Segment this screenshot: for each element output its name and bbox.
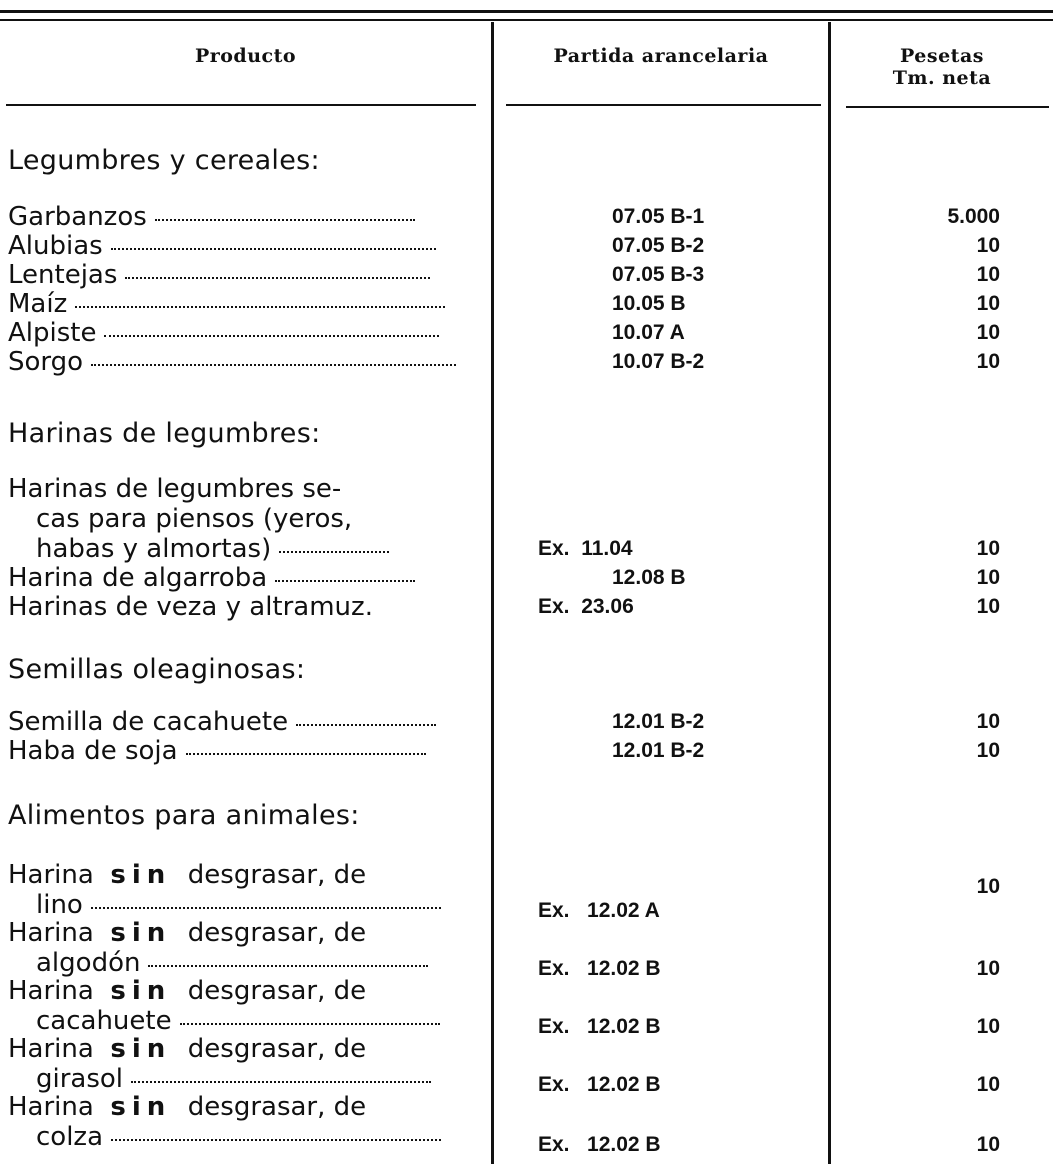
table-row-semilla-cacahuete (0, 707, 1053, 737)
product-name-line2: lino (36, 890, 83, 920)
tariff-code: 11.04 (581, 537, 633, 560)
table-row-harinas-secas-line1 (0, 474, 1053, 504)
price-value: 10 (976, 566, 1000, 589)
header-rule-pesetas (846, 106, 1049, 108)
tariff-code: 07.05 B-1 (612, 205, 705, 228)
product-name-line3: habas y almortas) (36, 534, 272, 564)
price-value: 10 (976, 292, 1000, 315)
product-word: Harina (8, 860, 94, 890)
tariff-code: 23.06 (581, 595, 634, 618)
price-value: 10 (976, 710, 1000, 733)
header-producto: Producto (194, 45, 297, 67)
header-rule-partida (506, 104, 821, 106)
table-row-alubias (0, 231, 1053, 261)
tariff-ex: Ex. (538, 537, 570, 560)
product-name: Semilla de cacahuete (8, 707, 289, 737)
price-value: 10 (976, 321, 1000, 344)
tariff-code: 12.02 A (587, 899, 660, 922)
product-name: Maíz (8, 289, 68, 319)
product-word: Harina (8, 976, 94, 1006)
price-value: 10 (976, 957, 1000, 980)
tariff-code: 12.02 B (587, 1073, 661, 1096)
dot-leader (279, 551, 389, 553)
product-name-line1: Harinas de legumbres se- (8, 474, 342, 504)
header-pesetas-line1: Pesetas (900, 45, 984, 67)
price-value: 10 (976, 595, 1000, 618)
tariff-code: 12.01 B-2 (612, 739, 705, 762)
dot-leader (275, 580, 415, 582)
dot-leader (296, 724, 436, 726)
dot-leader (131, 1081, 431, 1083)
tariff-code: 12.02 B (587, 1015, 661, 1038)
price-value: 10 (976, 263, 1000, 286)
product-word: desgrasar, de (187, 918, 367, 948)
section-legumbres: Legumbres y cereales: (8, 145, 320, 176)
product-name: Alpiste (8, 318, 97, 348)
product-word-emphasis: sin (110, 918, 172, 948)
product-word: desgrasar, de (187, 1034, 367, 1064)
table-row-lentejas (0, 260, 1053, 290)
table-row-sorgo (0, 347, 1053, 377)
product-name-line2: girasol (36, 1064, 124, 1094)
header-partida: Partida arancelaria (553, 45, 769, 67)
product-name: Harinas de veza y altramuz. (8, 592, 373, 622)
dot-leader (75, 306, 445, 308)
section-semillas: Semillas oleaginosas: (8, 654, 306, 685)
price-value: 10 (976, 537, 1000, 560)
dot-leader (91, 907, 441, 909)
product-word-emphasis: sin (110, 860, 172, 890)
dot-leader (180, 1023, 440, 1025)
tariff-code: 12.02 B (587, 957, 661, 980)
header-rule-producto (6, 104, 476, 106)
price-value: 10 (976, 1073, 1000, 1096)
tariff-ex: Ex. (538, 1133, 570, 1156)
tariff-code: 10.07 A (612, 321, 685, 344)
header-pesetas-line2: Tm. neta (892, 67, 992, 89)
tariff-ex: Ex. (538, 1073, 570, 1096)
tariff-ex: Ex. (538, 595, 570, 618)
product-name: Alubias (8, 231, 103, 261)
product-name-line2: algodón (36, 948, 141, 978)
dot-leader (155, 219, 415, 221)
tariff-code: 07.05 B-3 (612, 263, 705, 286)
product-word: Harina (8, 1092, 94, 1122)
table-row-maiz (0, 289, 1053, 319)
product-name: Sorgo (8, 347, 84, 377)
table-row-cacahuete-harina (0, 1006, 1053, 1036)
top-rule-secondary (0, 19, 1053, 21)
top-rule (0, 10, 1053, 13)
tariff-code: 10.05 B (612, 292, 686, 315)
price-value: 10 (976, 350, 1000, 373)
product-name-line2: colza (36, 1122, 104, 1152)
dot-leader (111, 1139, 441, 1141)
price-value: 10 (976, 1015, 1000, 1038)
tariff-ex: Ex. (538, 957, 570, 980)
product-word-emphasis: sin (110, 1092, 172, 1122)
product-word-emphasis: sin (110, 976, 172, 1006)
table-row-lino-line1 (0, 860, 1053, 898)
section-harinas: Harinas de legumbres: (8, 418, 321, 449)
dot-leader (186, 753, 426, 755)
table-row-lino (0, 890, 1053, 920)
table-row-harinas-secas (0, 534, 1053, 564)
table-row-algarroba (0, 563, 1053, 593)
dot-leader (125, 277, 430, 279)
table-row-alpiste (0, 318, 1053, 348)
table-row-veza (0, 592, 1053, 622)
product-word: desgrasar, de (187, 860, 367, 890)
tariff-code: 12.08 B (612, 566, 686, 589)
table-row-soja (0, 736, 1053, 766)
header-pesetas (831, 45, 1053, 89)
product-word-emphasis: sin (110, 1034, 172, 1064)
product-word: Harina (8, 1034, 94, 1064)
table-row-girasol-line1 (0, 1034, 1053, 1064)
price-value: 5.000 (947, 205, 1000, 228)
price-value: 10 (976, 1133, 1000, 1156)
product-name: Garbanzos (8, 202, 147, 232)
section-alimentos: Alimentos para animales: (8, 800, 360, 831)
price-value: 10 (976, 739, 1000, 762)
table-row-garbanzos (0, 202, 1053, 232)
product-name-line2: cacahuete (36, 1006, 172, 1036)
table-row-colza (0, 1122, 1053, 1156)
tariff-code: 12.02 B (587, 1133, 661, 1156)
table-row-algodon-line1 (0, 918, 1053, 948)
dot-leader (104, 335, 439, 337)
table-row-girasol (0, 1064, 1053, 1094)
table-row-harinas-secas-line2 (0, 504, 1053, 534)
dot-leader (148, 965, 428, 967)
product-name-line2: cas para piensos (yeros, (36, 504, 353, 534)
price-value: 10 (976, 875, 1000, 898)
table-row-colza-line1 (0, 1092, 1053, 1122)
product-word: desgrasar, de (187, 976, 367, 1006)
dot-leader (111, 248, 436, 250)
table-row-cacahuete-line1 (0, 976, 1053, 1006)
product-name: Haba de soja (8, 736, 178, 766)
tariff-ex: Ex. (538, 1015, 570, 1038)
dot-leader (91, 364, 456, 366)
tariff-ex: Ex. (538, 899, 570, 922)
product-word: Harina (8, 918, 94, 948)
table-row-algodon (0, 948, 1053, 978)
product-word: desgrasar, de (187, 1092, 367, 1122)
product-name: Harina de algarroba (8, 563, 268, 593)
price-value: 10 (976, 234, 1000, 257)
tariff-code: 12.01 B-2 (612, 710, 705, 733)
tariff-code: 10.07 B-2 (612, 350, 705, 373)
product-name: Lentejas (8, 260, 118, 290)
tariff-code: 07.05 B-2 (612, 234, 705, 257)
